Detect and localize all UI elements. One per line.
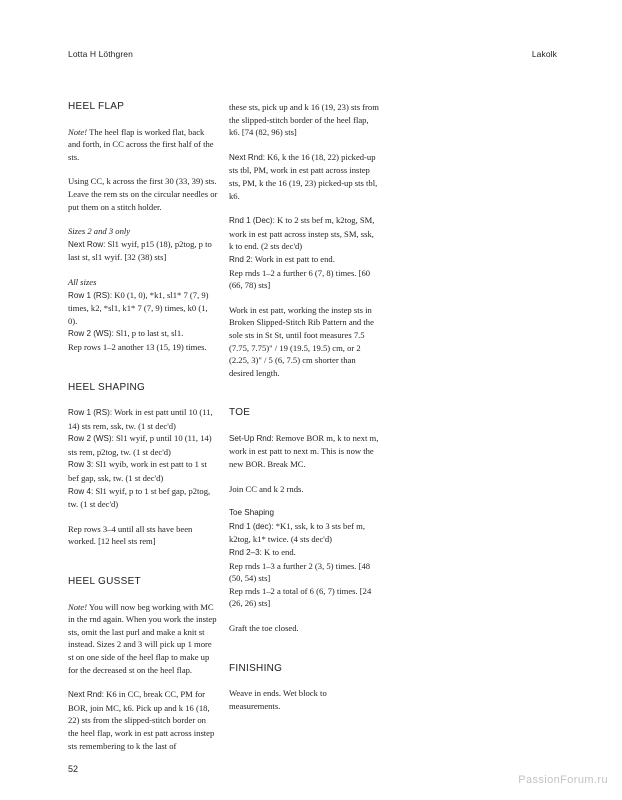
- instruction-graft: Graft the toe closed.: [229, 623, 299, 633]
- instruction-row-2: [68, 432, 218, 458]
- instruction-join: Join CC and k 2 rnds.: [229, 483, 304, 494]
- row-label: Rnd 1 (dec):: [229, 521, 274, 531]
- instruction-repeat: Rep rnds 1–2 a further 6 (7, 8) times. [60 (66, 78) sts]: [229, 267, 371, 291]
- instruction-rnd-1: [229, 214, 379, 253]
- row-label: Next Rnd:: [229, 152, 265, 162]
- continued-fragment: these sts, pick up and k 16 (19, 23) sts from the slipped-stitch border of the heel flap, k6. [74 (82, 96) sts]: [229, 102, 379, 138]
- heel-flap-note: [68, 126, 218, 164]
- instruction-row-4: [68, 485, 218, 511]
- instruction-next-row: [68, 238, 218, 264]
- heel-flap-heading: HEEL FLAP: [68, 101, 125, 112]
- heel-shaping-section: [68, 382, 218, 549]
- instruction-next-rnd-2: [229, 151, 379, 202]
- finishing-text: Weave in ends. Wet block to measurements.: [229, 688, 327, 711]
- row-label: Rnd 1 (Dec):: [229, 216, 275, 226]
- note-text: The heel flap is worked flat, back and forth, in CC across the first half of the sts.: [68, 126, 214, 162]
- row-text: K0 (1, 0), *k1, sl1* 7 (7, 9) times, k2, *sl1, k1* 7 (7, 9) times, k0 (1, 0).: [68, 289, 209, 326]
- instruction-next-rnd-1: [68, 688, 218, 752]
- instruction-rnd-2-3: [229, 546, 379, 560]
- row-label: Row 4:: [68, 486, 94, 496]
- page-number: 52: [68, 764, 79, 774]
- instruction-continue: Work in est patt, working the instep sts in Broken Slipped-Stitch Rib Pattern and the sole sts in St St, until foot measures 7.5 (7.75, 7.75)" / 19 (19.5, 19.5) cm, or 2 (2.25, 3)" / 5 (6, 7.5) cm shorter than desired length.: [229, 304, 374, 378]
- gusset-continued-text: [229, 101, 379, 139]
- note-label: Note!: [68, 601, 88, 612]
- pattern-name: Lakolk: [531, 49, 557, 59]
- instruction-repeat-1: Rep rnds 1–3 a further 2 (3, 5) times. [48 (50, 54) sts]: [229, 560, 371, 584]
- row-label: Set-Up Rnd:: [229, 433, 274, 443]
- instruction-row-2: [68, 327, 218, 341]
- row-label: Rnd 2–3:: [229, 548, 262, 558]
- instruction-row-1: [68, 406, 218, 432]
- row-label: Row 1 (RS):: [68, 408, 113, 418]
- toe-heading: TOE: [229, 407, 251, 419]
- row-label: Next Rnd:: [68, 690, 104, 700]
- instruction-repeat: Rep rows 3–4 until all sts have been worked. [12 heel sts rem]: [68, 523, 193, 547]
- heel-flap-section: [68, 101, 218, 354]
- left-column: [68, 101, 218, 752]
- row-text: K6 in CC, break CC, PM for BOR, join MC, k6. Pick up and k 16 (18, 22) sts from the slipped-stitch border on the heel flap, work in est patt across instep sts remembering to k the last of: [68, 689, 215, 751]
- row-text: K6, k the 16 (18, 22) picked-up sts tbl, PM, work in est patt across instep sts, PM, k the 16 (19, 23) picked-up sts tbl, k6.: [229, 151, 378, 201]
- instruction-rnd-1: [229, 520, 379, 546]
- row-text: Work in est patt until 10 (11, 14) sts rem, ssk, tw. (1 st dec'd): [68, 407, 213, 431]
- row-label: Row 1 (RS):: [68, 290, 113, 300]
- heel-gusset-section: [68, 576, 218, 752]
- all-sizes-subheading: All sizes: [68, 276, 97, 287]
- row-label: Row 2 (WS):: [68, 434, 114, 444]
- heel-shaping-heading: HEEL SHAPING: [68, 381, 146, 393]
- row-text: Sl1 wyif, p until 10 (11, 14) sts rem, p2tog, tw. (1 st dec'd): [68, 433, 212, 457]
- sizes-subheading: Sizes 2 and 3 only: [68, 226, 131, 237]
- toe-section: [229, 407, 379, 634]
- row-text: Sl1 wyib, work in est patt to 1 st bef gap, ssk, tw. (1 st dec'd): [68, 459, 207, 484]
- heel-gusset-note: [68, 601, 218, 677]
- instruction-repeat: Rep rows 1–2 another 13 (15, 19) times.: [68, 341, 207, 352]
- author-name: Lotta H Löthgren: [68, 49, 133, 59]
- instruction-setup-rnd: [229, 432, 379, 471]
- row-text: Sl1, p to last st, sl1.: [116, 328, 184, 339]
- instruction-repeat-2: Rep rnds 1–2 a total of 6 (6, 7) times. [24 (26, 26) sts]: [229, 585, 372, 609]
- instruction-rnd-2: [229, 253, 379, 267]
- right-column-flow: [229, 101, 379, 712]
- row-text: Remove BOR m, k to next m, work in est patt to next m. This is now the new BOR. Break MC.: [229, 432, 379, 470]
- heel-flap-intro: Using CC, k across the first 30 (33, 39) sts. Leave the rem sts on the circular needles or put them on a stitch holder.: [68, 176, 218, 212]
- row-label: Next Row:: [68, 239, 106, 249]
- watermark: PassionForum.ru: [518, 774, 608, 786]
- row-label: Row 3:: [68, 460, 94, 470]
- row-label: Row 2 (WS):: [68, 329, 114, 339]
- row-text: *K1, ssk, k to 3 sts bef m, k2tog, k1* twice. (4 sts dec'd): [229, 520, 365, 545]
- finishing-heading: FINISHING: [229, 662, 283, 674]
- row-text: Sl1 wyif, p15 (18), p2tog, p to last st, sl1 wyif. [32 (38) sts]: [68, 238, 212, 263]
- row-text: Work in est patt to end.: [254, 253, 335, 264]
- toe-shaping-subheading: Toe Shaping: [229, 508, 275, 518]
- instruction-row-1: [68, 289, 218, 328]
- row-label: Rnd 2:: [229, 254, 253, 264]
- row-text: Sl1 wyif, p to 1 st bef gap, p2tog, tw. (1 st dec'd): [68, 485, 211, 510]
- note-label: Note!: [68, 126, 88, 137]
- row-text: K to 2 sts bef m, k2tog, SM, work in est patt across instep sts, SM, ssk, k to end. (2 sts dec'd): [229, 215, 375, 252]
- finishing-section: [229, 663, 379, 713]
- row-text: K to end.: [264, 547, 296, 558]
- note-text: You will now beg working with MC in the rnd again. When you work the instep sts, omit the last purl and make a knit st instead. Sizes 2 and 3 will pick up 1 more st on one side of the heel flap to make up for the decreased st on the heel flap.: [68, 601, 217, 675]
- heel-gusset-heading: HEEL GUSSET: [68, 576, 141, 588]
- instruction-row-3: [68, 458, 218, 484]
